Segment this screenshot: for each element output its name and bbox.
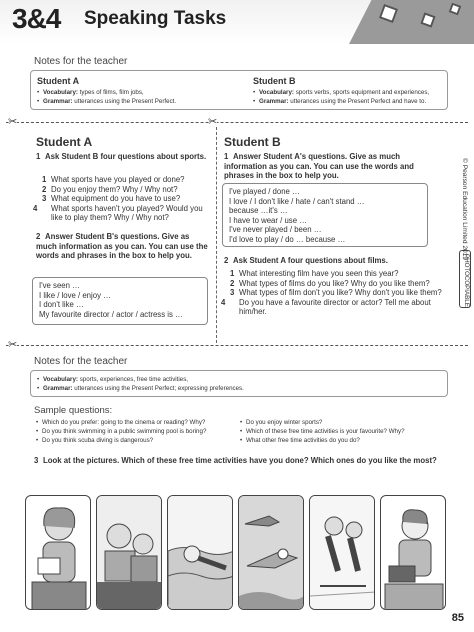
list-item <box>42 175 210 185</box>
scissors-icon: ✂ <box>8 116 18 128</box>
list-item <box>230 269 442 279</box>
item-text: Which do you prefer: going to the cinema or reading? Why? <box>42 419 206 426</box>
item-text: What types of films do you like? Why do you like them? <box>239 278 430 288</box>
label: Grammar: <box>43 385 73 392</box>
cut-line <box>6 122 468 123</box>
notes-student-b-title: Student B <box>253 76 296 86</box>
label: Vocabulary: <box>259 89 294 96</box>
reading-picture <box>25 495 91 610</box>
phrase: I've never played / been … <box>229 225 322 235</box>
text: types of films, film jobs, <box>77 89 144 96</box>
student-a-task-1 <box>36 152 208 162</box>
student-b-task-2 <box>224 256 438 266</box>
item-text: Do you have a favourite director or actor? Tell me about him/her. <box>239 297 431 317</box>
page-number: 85 <box>451 612 464 624</box>
list-item: • Which of these free time activities is your favourite? Why? <box>240 428 405 435</box>
phrase: I like / love / enjoy … <box>39 290 111 300</box>
label: Vocabulary: <box>43 376 78 383</box>
item-number: 3 <box>42 194 47 204</box>
item-text: Do you enjoy winter sports? <box>246 419 323 426</box>
student-a-task-2 <box>36 232 208 261</box>
copyright-text: © Pearson Education Limited 2019 <box>461 158 468 260</box>
item-text: Do you enjoy them? Why / Why not? <box>51 184 178 194</box>
cut-line <box>6 345 468 346</box>
item-text: What sports haven't you played? Would you like to play them? Why / Why not? <box>51 203 203 223</box>
column-divider <box>216 127 217 343</box>
item-number: 1 <box>230 269 235 278</box>
item-text: What sports have you played or done? <box>51 175 185 184</box>
text: sports verbs, sports equipment and experiences, <box>293 89 430 96</box>
task-text: Ask Student A four questions about films. <box>233 256 388 265</box>
sample-heading: Sample questions: <box>34 405 113 416</box>
text: utterances using the Present Perfect. <box>72 98 177 105</box>
photocopiable-badge <box>459 250 471 308</box>
list-item: • Do you enjoy winter sports? <box>240 419 323 426</box>
notes-heading: Notes for the teacher <box>34 356 128 367</box>
label: Grammar: <box>43 98 73 105</box>
cinema-picture <box>96 495 162 610</box>
teacher-notes-box <box>30 370 448 397</box>
item-number: 2 <box>42 184 47 194</box>
winter-sports-picture <box>309 495 375 610</box>
task-3 <box>34 456 444 466</box>
student-b-questions <box>221 269 442 317</box>
task-text: Look at the pictures. Which of these free time activities have you done? Which ones do you like the most? <box>43 456 437 465</box>
sample-left-list <box>36 418 246 445</box>
text: utterances using the Present Perfect and have to. <box>288 98 427 105</box>
scissors-icon: ✂ <box>208 116 218 128</box>
task-text: Answer Student A's questions. Give as much information as you can. You can use the words and phrases in the box to help you. <box>224 152 414 181</box>
gaming-picture <box>380 495 446 610</box>
text: utterances using the Present Perfect; expressing preferences. <box>72 385 244 392</box>
unit-number: 3&4 <box>12 3 61 34</box>
task-number: 2 <box>224 256 229 265</box>
label: Vocabulary: <box>43 89 78 96</box>
notes-student-a-title: Student A <box>37 76 80 86</box>
item-number: 4 <box>33 203 38 213</box>
scuba-diving-picture <box>238 495 304 610</box>
student-a-phrase-box <box>32 277 208 325</box>
list-item <box>230 288 442 298</box>
list-item <box>42 185 210 195</box>
list-item: • Which do you prefer: going to the cinema or reading? Why? <box>36 419 206 426</box>
task-number: 2 <box>36 232 41 241</box>
student-a-heading: Student A <box>36 135 93 149</box>
phrase: I have to wear / use … <box>229 215 308 225</box>
phrase: I love / I don't like / hate / can't stand … <box>229 196 365 206</box>
notes-heading: Notes for the teacher <box>34 56 128 67</box>
task-number: 1 <box>36 152 41 161</box>
phrase: I've seen … <box>39 281 80 290</box>
item-text: What equipment do you have to use? <box>51 194 181 204</box>
list-item <box>221 297 442 317</box>
list-item <box>42 194 210 204</box>
swimming-picture <box>167 495 233 610</box>
notes-student-b-lines: • Vocabulary: sports verbs, sports equipment and experiences, • Grammar: utterances using the Present Perfect and have to. <box>253 89 430 105</box>
scissors-icon: ✂ <box>8 339 18 351</box>
notes-student-a-lines: • Vocabulary: types of films, film jobs, • Grammar: utterances using the Present Perfect. <box>37 89 177 105</box>
page-title: Speaking Tasks <box>84 8 227 29</box>
sample-right-list <box>240 418 450 445</box>
notes-lines: • Vocabulary: sports, experiences, free time activities, • Grammar: utterances using the Present Perfect; expressing preferences. <box>37 376 244 392</box>
student-b-task-1 <box>224 152 438 181</box>
task-number: 3 <box>34 456 39 465</box>
task-text: Ask Student B four questions about sports. <box>45 152 207 161</box>
phrase: I don't like … <box>39 300 84 310</box>
phrase: I've played / done … <box>229 187 300 196</box>
text: sports, experiences, free time activities, <box>77 376 189 383</box>
teacher-notes-box <box>30 70 448 110</box>
item-text: Which of these free time activities is your favourite? Why? <box>246 428 405 435</box>
item-text: Do you think scuba diving is dangerous? <box>42 437 154 444</box>
item-text: What interesting film have you seen this year? <box>239 269 399 278</box>
student-a-questions <box>33 175 210 223</box>
label: Grammar: <box>259 98 289 105</box>
item-number: 1 <box>42 175 47 184</box>
student-b-heading: Student B <box>224 135 281 149</box>
item-text: What other free time activities do you do? <box>246 437 360 444</box>
item-number: 2 <box>230 278 235 288</box>
phrase: I'd love to play / do … because … <box>229 234 346 244</box>
list-item: • What other free time activities do you do? <box>240 437 360 444</box>
item-number: 4 <box>221 297 226 307</box>
phrase: My favourite director / actor / actress is … <box>39 309 183 319</box>
list-item <box>230 279 442 289</box>
item-number: 3 <box>230 288 235 298</box>
phrase: because …it's … <box>229 206 288 216</box>
photocopiable-text: PHOTOCOPIABLE <box>463 254 470 307</box>
task-text: Answer Student B's questions. Give as much information as you can. You can use the words and phrases in the box to help you. <box>36 232 208 261</box>
item-text: Do you think swimming in a public swimming pool is boring? <box>42 428 207 435</box>
list-item: • Do you think scuba diving is dangerous? <box>36 437 154 444</box>
item-text: What types of film don't you like? Why don't you like them? <box>239 288 442 298</box>
list-item: • Do you think swimming in a public swimming pool is boring? <box>36 428 207 435</box>
student-b-phrase-box <box>222 183 428 247</box>
list-item <box>33 203 210 223</box>
task-number: 1 <box>224 152 229 161</box>
